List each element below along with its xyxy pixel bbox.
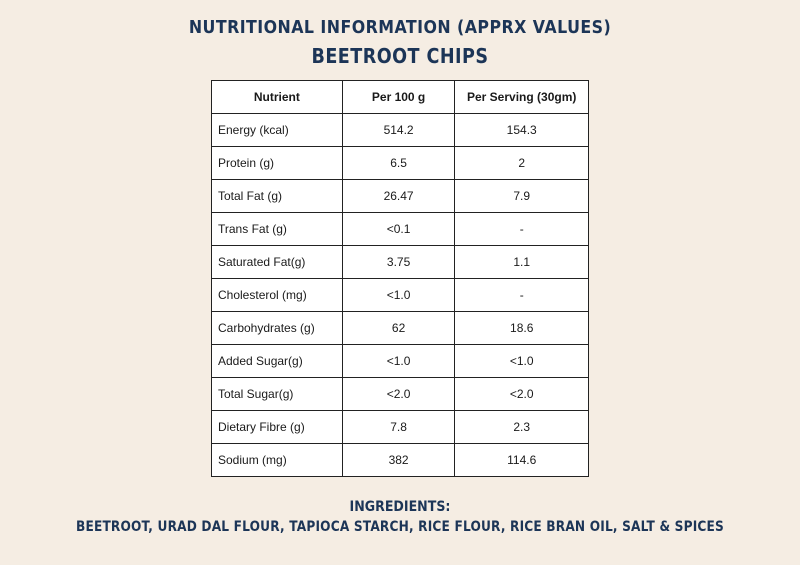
nutrient-cell: Carbohydrates (g) [212,312,343,345]
table-row [212,180,589,213]
per-100g-cell: <0.1 [342,213,455,246]
nutrient-cell: Added Sugar(g) [212,345,343,378]
nutrition-table [211,80,589,477]
column-header-nutrient: Nutrient [212,81,343,114]
column-header-per-100g: Per 100 g [342,81,455,114]
per-serving-cell: 1.1 [455,246,589,279]
nutrient-cell: Total Fat (g) [212,180,343,213]
per-serving-cell: - [455,213,589,246]
table-row [212,345,589,378]
nutrient-cell: Total Sugar(g) [212,378,343,411]
per-serving-cell: 2 [455,147,589,180]
table-row [212,279,589,312]
product-name: BEETROOT CHIPS [311,44,489,68]
per-serving-cell: <1.0 [455,345,589,378]
nutrient-cell: Trans Fat (g) [212,213,343,246]
ingredients-text: BEETROOT, URAD DAL FLOUR, TAPIOCA STARCH, RICE FLOUR, RICE BRAN OIL, SALT & SPICES [76,519,724,535]
per-100g-cell: <1.0 [342,279,455,312]
per-serving-cell: <2.0 [455,378,589,411]
nutrient-cell: Dietary Fibre (g) [212,411,343,444]
per-serving-cell: 2.3 [455,411,589,444]
table-row [212,411,589,444]
per-100g-cell: 26.47 [342,180,455,213]
table-row [212,378,589,411]
table-row [212,444,589,477]
per-100g-cell: 382 [342,444,455,477]
table-row [212,246,589,279]
per-100g-cell: 7.8 [342,411,455,444]
nutrient-cell: Protein (g) [212,147,343,180]
per-serving-cell: 18.6 [455,312,589,345]
table-row [212,312,589,345]
nutrient-cell: Sodium (mg) [212,444,343,477]
table-row [212,147,589,180]
per-100g-cell: 62 [342,312,455,345]
per-serving-cell: 114.6 [455,444,589,477]
per-100g-cell: <1.0 [342,345,455,378]
column-header-per-serving: Per Serving (30gm) [455,81,589,114]
per-serving-cell: 154.3 [455,114,589,147]
table-row [212,114,589,147]
per-100g-cell: <2.0 [342,378,455,411]
per-serving-cell: 7.9 [455,180,589,213]
per-100g-cell: 3.75 [342,246,455,279]
nutrient-cell: Cholesterol (mg) [212,279,343,312]
per-100g-cell: 514.2 [342,114,455,147]
per-serving-cell: - [455,279,589,312]
per-100g-cell: 6.5 [342,147,455,180]
ingredients-label: INGREDIENTS: [349,499,451,515]
nutrient-cell: Energy (kcal) [212,114,343,147]
table-row [212,213,589,246]
page-title: NUTRITIONAL INFORMATION (APPRX VALUES) [188,17,612,38]
nutrient-cell: Saturated Fat(g) [212,246,343,279]
table-header-row [212,81,589,114]
